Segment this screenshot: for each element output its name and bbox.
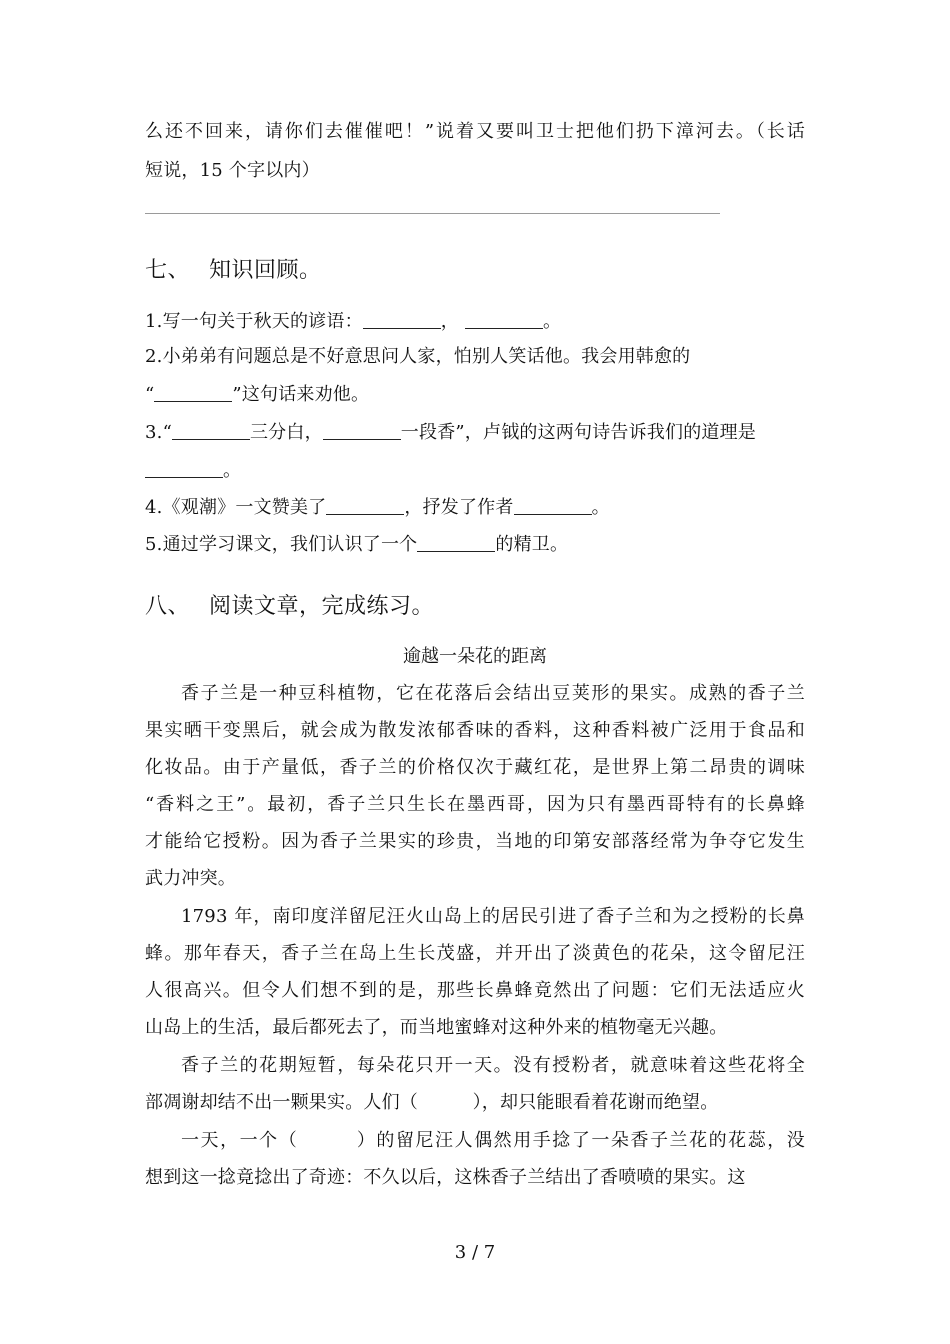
article-line: 香子兰是一种豆科植物，它在花落后会结出豆荚形的果实。成熟的香子兰 xyxy=(181,683,805,704)
section-title: 知识回顾。 xyxy=(209,258,322,283)
question-3 xyxy=(145,423,805,443)
article-title: 逾越一朵花的距离 xyxy=(403,646,547,667)
question-text: 。 xyxy=(223,460,242,481)
question-text: 三分白， xyxy=(249,422,323,443)
answer-blank[interactable] xyxy=(326,498,404,515)
article-line: 武力冲突。 xyxy=(145,868,236,889)
section-heading-7 xyxy=(145,258,322,284)
question-text: “ xyxy=(145,384,155,405)
article-line: 才能给它授粉。因为香子兰果实的珍贵，当地的印第安部落经常为争夺它发生 xyxy=(145,831,805,852)
question-text: ，抒发了作者 xyxy=(404,497,514,518)
question-3-cont xyxy=(145,461,805,481)
article-line: 蜂。那年春天，香子兰在岛上生长茂盛，并开出了淡黄色的花朵，这令留尼汪 xyxy=(145,943,805,964)
question-text: 。 xyxy=(542,311,562,332)
section-number: 七、 xyxy=(145,258,191,283)
question-text: ， xyxy=(440,311,459,332)
article-line: 想到这一捻竟捻出了奇迹：不久以后，这株香子兰结出了香喷喷的果实。这 xyxy=(145,1167,746,1188)
question-2: 2.小弟弟有问题总是不好意思问人家，怕别人笑话他。我会用韩愈的 xyxy=(145,346,691,367)
answer-blank[interactable] xyxy=(514,498,592,515)
question-text: 4.《观潮》一文赞美了 xyxy=(145,497,327,518)
question-text: 的精卫。 xyxy=(495,534,569,555)
article-line: 香子兰的花期短暂，每朵花只开一天。没有授粉者，就意味着这些花将全 xyxy=(181,1055,805,1076)
answer-blank[interactable] xyxy=(363,312,441,329)
question-text: ”这句话来劝他。 xyxy=(232,384,370,405)
article-line: 一天，一个（ ）的留尼汪人偶然用手捻了一朵香子兰花的花蕊，没 xyxy=(181,1130,805,1151)
answer-blank[interactable] xyxy=(323,423,401,440)
answer-blank[interactable] xyxy=(145,461,223,478)
section-title: 阅读文章，完成练习。 xyxy=(209,594,435,619)
question-text: 1.写一句关于秋天的谚语： xyxy=(145,311,363,332)
article-line: 果实晒干变黑后，就会成为散发浓郁香味的香料，这种香料被广泛用于食品和 xyxy=(145,720,805,741)
answer-line[interactable] xyxy=(145,213,720,214)
paragraph-line: 短说，15 个字以内） xyxy=(145,160,320,181)
answer-blank[interactable] xyxy=(465,312,543,329)
article-line: “香料之王”。最初，香子兰只生长在墨西哥，因为只有墨西哥特有的长鼻蜂 xyxy=(145,794,805,815)
article-line: 化妆品。由于产量低，香子兰的价格仅次于藏红花，是世界上第二昂贵的调味 xyxy=(145,757,805,778)
question-2-cont xyxy=(145,385,805,405)
question-5 xyxy=(145,535,805,555)
question-text: 5.通过学习课文，我们认识了一个 xyxy=(145,534,418,555)
article-line: 部凋谢却结不出一颗果实。人们（ ），却只能眼看着花谢而绝望。 xyxy=(145,1092,719,1113)
question-4 xyxy=(145,498,805,518)
answer-blank[interactable] xyxy=(417,535,495,552)
page-number: 3 / 7 xyxy=(454,1242,496,1263)
question-text: 。 xyxy=(591,497,610,518)
paragraph-line: 么还不回来，请你们去催催吧！”说着又要叫卫士把他们扔下漳河去。（长话 xyxy=(145,121,805,142)
article-line: 1793 年，南印度洋留尼汪火山岛上的居民引进了香子兰和为之授粉的长鼻 xyxy=(181,906,805,927)
answer-blank[interactable] xyxy=(154,385,232,402)
article-line: 人很高兴。但令人们想不到的是，那些长鼻蜂竟然出了问题：它们无法适应火 xyxy=(145,980,805,1001)
question-text: 3.“ xyxy=(145,422,172,443)
answer-blank[interactable] xyxy=(172,423,250,440)
question-1 xyxy=(145,312,805,332)
section-number: 八、 xyxy=(145,594,191,619)
article-line: 山岛上的生活，最后都死去了，而当地蜜蜂对这种外来的植物毫无兴趣。 xyxy=(145,1017,728,1038)
section-heading-8 xyxy=(145,594,434,620)
question-text: 一段香”，卢钺的这两句诗告诉我们的道理是 xyxy=(400,422,756,443)
